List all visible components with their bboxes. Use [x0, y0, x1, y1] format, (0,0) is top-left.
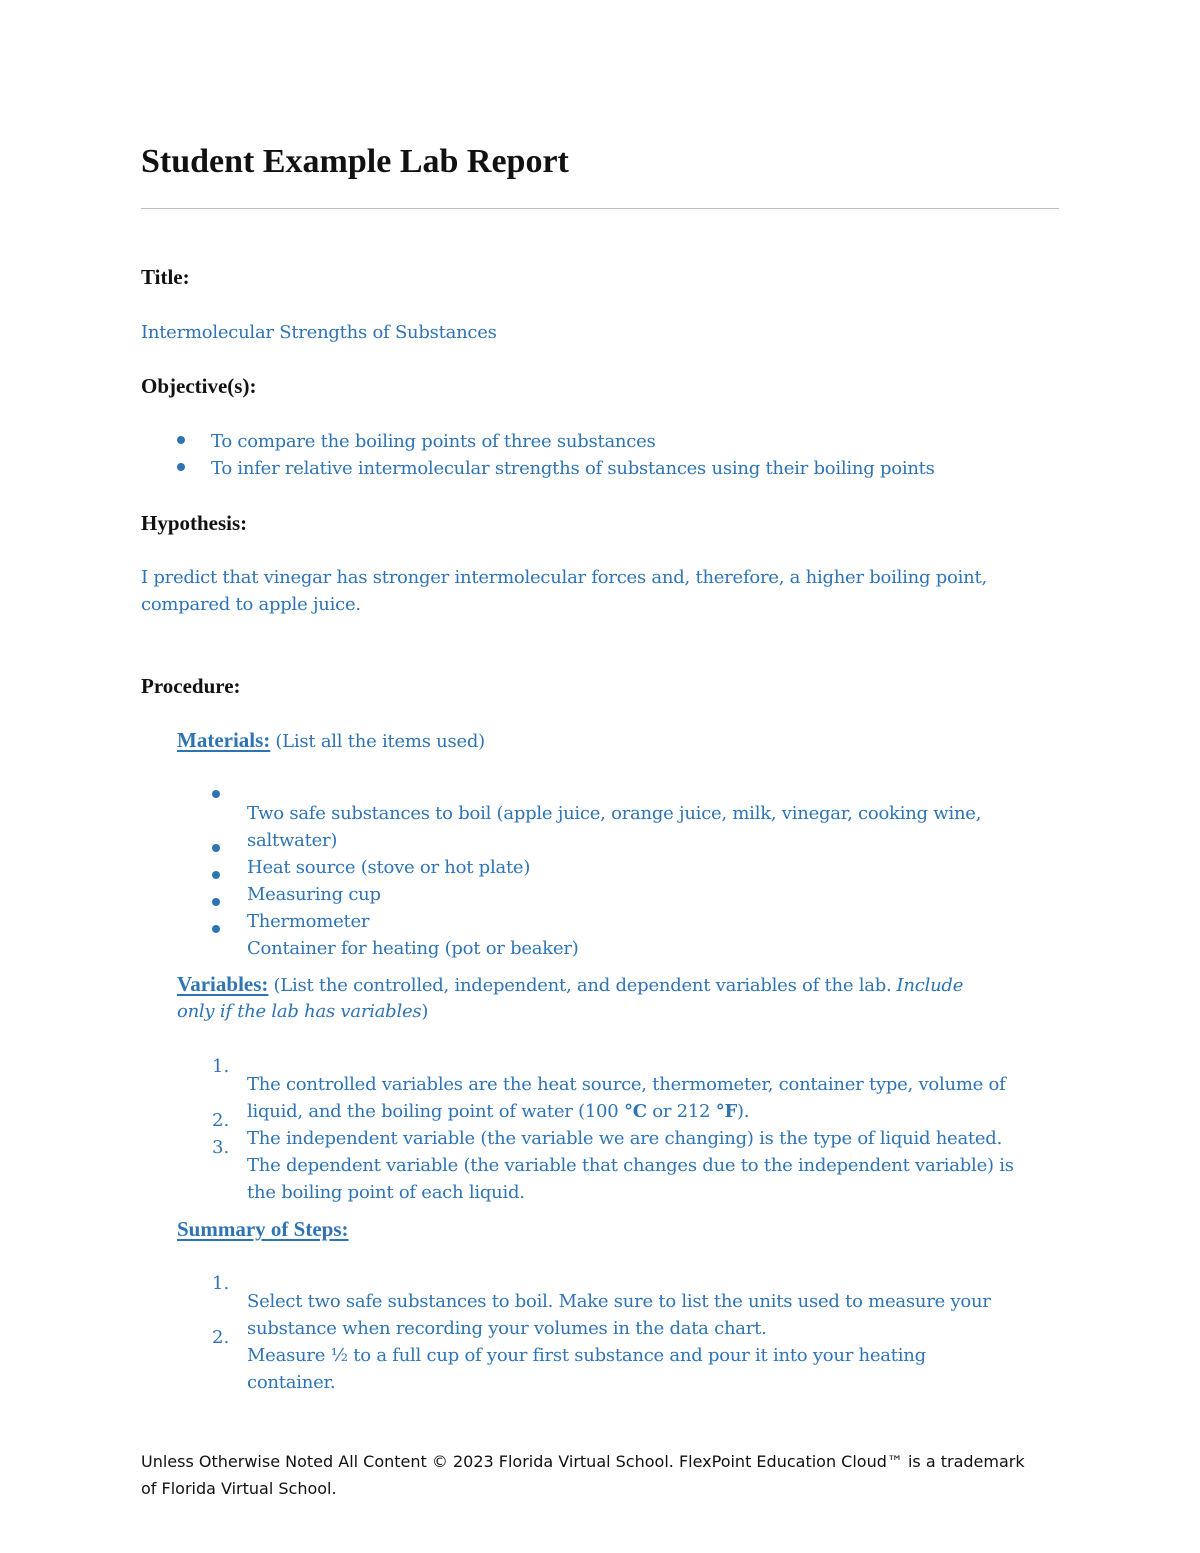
list-number: 2. — [212, 1327, 230, 1348]
list-number: 1. — [212, 1056, 230, 1077]
title-divider — [141, 208, 1059, 209]
step-item: Measure ½ to a full cup of your first substance and pour it into your heating — [247, 1345, 926, 1366]
copyright-footer: Unless Otherwise Noted All Content © 2023 Florida Virtual School. FlexPoint Education Cloud™ is a trademark of Florida Virtual School. — [141, 1452, 1025, 1498]
hypothesis-line: compared to apple juice. — [141, 594, 361, 615]
variables-note-italic: Include — [896, 975, 964, 996]
step-item: Select two safe substances to boil. Make sure to list the units used to measure your — [247, 1291, 991, 1312]
title-label: Title: — [141, 265, 190, 289]
variable-item: The independent variable (the variable we are changing) is the type of liquid heated. — [247, 1128, 1003, 1149]
bullet-icon — [212, 790, 220, 798]
variable-text: ). — [737, 1101, 750, 1122]
step-item-continued: substance when recording your volumes in the data chart. — [247, 1318, 767, 1339]
material-item: Container for heating (pot or beaker) — [247, 938, 579, 959]
bullet-icon — [177, 436, 185, 444]
material-item: Measuring cup — [247, 884, 381, 905]
variable-text: liquid, and the boiling point of water (100 — [247, 1101, 624, 1122]
list-number: 2. — [212, 1110, 230, 1131]
materials-heading: Materials: — [177, 728, 271, 752]
title-value: Intermolecular Strengths of Substances — [141, 322, 497, 343]
bullet-icon — [177, 463, 185, 471]
material-item-continued: saltwater) — [247, 830, 338, 851]
variables-note-italic: only if the lab has variables — [177, 1001, 422, 1022]
unit-fahrenheit: °F — [715, 1101, 738, 1122]
unit-celsius: °C — [623, 1101, 647, 1122]
variable-item-continued — [247, 1098, 749, 1125]
material-item: Two safe substances to boil (apple juice, orange juice, milk, vinegar, cooking wine, — [247, 803, 982, 824]
steps-heading: Summary of Steps: — [177, 1217, 349, 1241]
variables-heading: Variables: — [177, 972, 269, 996]
bullet-icon — [212, 844, 220, 852]
step-item-continued: container. — [247, 1372, 336, 1393]
variable-item-continued: the boiling point of each liquid. — [247, 1182, 525, 1203]
variables-note: (List the controlled, independent, and dependent variables of the lab. — [273, 975, 892, 996]
variable-text: or 212 — [646, 1101, 716, 1122]
material-item: Heat source (stove or hot plate) — [247, 857, 531, 878]
procedure-label: Procedure: — [141, 674, 241, 698]
objectives-label: Objective(s): — [141, 374, 257, 398]
objective-item: To infer relative intermolecular strengths of substances using their boiling points — [211, 458, 935, 479]
variables-note-end: ) — [421, 1001, 429, 1022]
hypothesis-line: I predict that vinegar has stronger intermolecular forces and, therefore, a higher boiling point, — [141, 567, 987, 588]
document-title: Student Example Lab Report — [141, 143, 569, 180]
materials-heading-line — [177, 727, 485, 755]
bullet-icon — [212, 898, 220, 906]
list-number: 3. — [212, 1137, 230, 1158]
objective-item: To compare the boiling points of three substances — [211, 431, 656, 452]
variable-item: The dependent variable (the variable that changes due to the independent variable) is — [247, 1155, 1014, 1176]
steps-heading-line — [177, 1216, 349, 1244]
material-item: Thermometer — [247, 911, 370, 932]
variables-note-line-2 — [177, 998, 428, 1025]
list-number: 1. — [212, 1273, 230, 1294]
variables-heading-line — [177, 971, 963, 999]
bullet-icon — [212, 925, 220, 933]
variable-item: The controlled variables are the heat source, thermometer, container type, volume of — [247, 1074, 1006, 1095]
materials-note: (List all the items used) — [275, 731, 485, 752]
hypothesis-label: Hypothesis: — [141, 511, 248, 535]
bullet-icon — [212, 871, 220, 879]
